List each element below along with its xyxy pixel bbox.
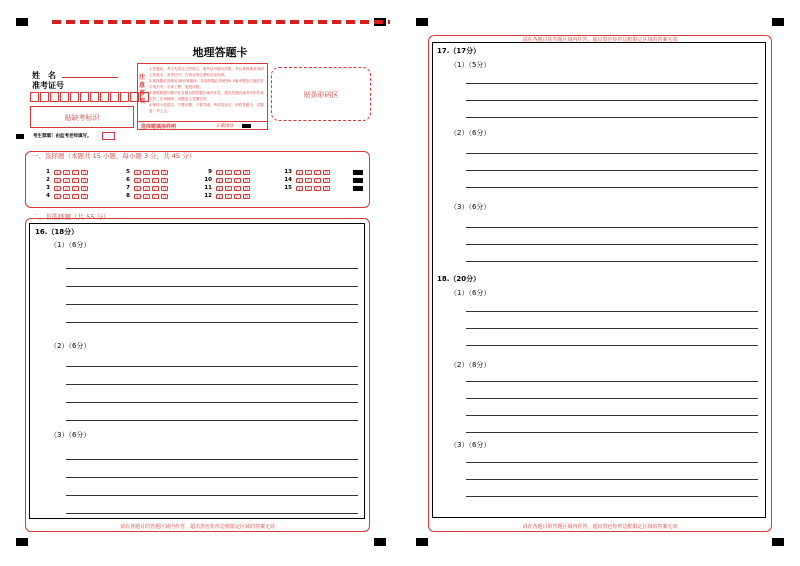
question-number: 11 [204,185,212,191]
q18-part2: （2）（8分） [450,361,491,369]
notice-heading: 注意事项 [139,74,146,105]
section1-title: 一、选择题（本题共 15 小题，每小题 3 分，共 45 分） [32,152,196,160]
answer-bubbles[interactable]: A B C D [216,178,250,183]
answer-line[interactable] [66,495,358,496]
answer-line[interactable] [466,328,758,329]
answer-line[interactable] [66,420,358,421]
fill-sample-mark [242,124,251,128]
question-number: 13 [284,169,292,175]
question-number: 3 [46,185,50,191]
question-number: 1 [46,169,50,175]
absent-notice: 考生禁填！由监考老师填写。 [33,134,92,139]
answer-line[interactable] [466,462,758,463]
question-number: 12 [204,193,212,199]
q17-part2: （2）（6分） [450,129,491,137]
answer-bubbles[interactable]: A B C D [216,186,250,191]
section2-title: 二、非选择题（共 55 分） [32,213,110,221]
q17-part3: （3）（6分） [450,203,491,211]
notice-box [137,63,268,130]
question-number: 10 [204,177,212,183]
question-number: 5 [126,169,130,175]
q18-part3: （3）（6分） [450,441,491,449]
q17-part1: （1）（5分） [450,61,491,69]
answer-bubbles[interactable]: A B C D [54,178,88,183]
timing-mark [416,18,428,26]
answer-line[interactable] [66,513,358,514]
exam-label-text: 贴缺考标识 [64,114,100,122]
answer-bubbles[interactable]: A B C D [54,170,88,175]
timing-mark [16,18,28,26]
q16-part3: （3）（6分） [50,431,91,439]
answer-bubbles[interactable]: A B C D [134,194,168,199]
timing-mark [374,538,386,546]
barcode-area [271,67,371,121]
notice-line: 4.保持卡面清洁，不要折叠，不要弄破，考试结束后，请将答题卡、试题卷一并上交。 [149,103,264,113]
page-title: 地理答题卡 [192,46,248,59]
answer-line[interactable] [466,415,758,416]
name-field[interactable] [62,68,118,78]
barcode-area-label: 贴条形码区 [303,91,339,99]
absent-mark [16,134,24,139]
exam-id-boxes[interactable] [30,92,149,102]
exam-label-area [30,106,134,128]
question-number: 2 [46,177,50,183]
q16-part2: （2）（6分） [50,342,91,350]
question-number: 9 [208,169,212,175]
answer-line[interactable] [66,384,358,385]
answer-line[interactable] [466,244,758,245]
answer-line[interactable] [66,459,358,460]
answer-line[interactable] [66,304,358,305]
answer-line[interactable] [466,170,758,171]
notice-line: 3.请按照题号顺序在各题目的答题区域内作答，超出答题区域书写的答案无效；在草稿纸、试题卷上答题无效。 [149,91,264,101]
answer-line[interactable] [466,311,758,312]
question-number: 7 [126,185,130,191]
answer-line[interactable] [466,227,758,228]
exam-id-label: 准考证号 [32,81,64,90]
timing-mark [16,538,28,546]
answer-line[interactable] [466,261,758,262]
timing-mark [353,186,363,191]
absent-fill-box[interactable] [102,132,115,140]
q17-title: 17.（17分） [437,47,481,55]
header-note: 请在各题目的答题区域内作答，超出黑色矩形边框限定区域的答案无效 [522,37,678,43]
answer-bubbles[interactable]: A B C D [134,186,168,191]
fill-correct-label: 正确填涂 [216,124,234,129]
answer-bubbles[interactable]: A B C D [134,170,168,175]
answer-line[interactable] [66,402,358,403]
answer-line[interactable] [466,398,758,399]
answer-bubbles[interactable]: A B C D [296,186,330,191]
answer-line[interactable] [66,268,358,269]
q16-title: 16.（18分） [35,228,79,236]
timing-mark [353,178,363,183]
notice-line: 2.选择题必须使用2B铅笔填涂；非选择题必须使用0.5毫米黑色字迹的签字笔书写，字体工整、笔迹清楚。 [149,79,264,89]
timing-mark [772,18,784,26]
timing-mark [353,170,363,175]
timing-mark [772,538,784,546]
q16-part1: （1）（6分） [50,241,91,249]
answer-bubbles[interactable]: A B C D [54,186,88,191]
name-label: 姓 名 [32,71,56,80]
question-number: 8 [126,193,130,199]
q18-part1: （1）（6分） [450,289,491,297]
fill-sample-label: 选择题填涂样例 [141,124,177,130]
question-number: 6 [126,177,130,183]
answer-line[interactable] [466,117,758,118]
footer-note-right: 请在各题目的答题区域内作答，超出黑色矩形边框限定区域的答案无效 [522,524,678,530]
answer-line[interactable] [466,187,758,188]
answer-bubbles[interactable]: A B C D [216,194,250,199]
answer-bubbles[interactable]: A B C D [216,170,250,175]
answer-line[interactable] [466,479,758,480]
question-number: 15 [284,185,292,191]
question-number: 14 [284,177,292,183]
answer-line[interactable] [66,366,358,367]
timing-mark [416,538,428,546]
answer-bubbles[interactable]: A B C D [296,178,330,183]
footer-note: 请在各题目的答题区域内作答，超出黑色矩形边框限定区域的答案无效 [119,524,275,530]
answer-bubbles[interactable]: A B C D [54,194,88,199]
answer-line[interactable] [466,381,758,382]
question-number: 4 [46,193,50,199]
answer-line[interactable] [466,153,758,154]
q18-title: 18.（20分） [437,275,481,283]
answer-line[interactable] [466,100,758,101]
answer-line[interactable] [66,477,358,478]
notice-line: 1.答题前，考生先将自己的姓名、准考证号填写清楚，并认真核准条形码上的姓名、准考证号，在规定的位置贴好条形码。 [149,67,264,77]
answer-bubbles[interactable]: A B C D [134,178,168,183]
answer-line[interactable] [66,286,358,287]
answer-bubbles[interactable]: A B C D [296,170,330,175]
answer-line[interactable] [466,345,758,346]
answer-line[interactable] [66,322,358,323]
top-dashed-bar [52,20,390,24]
answer-line[interactable] [466,432,758,433]
answer-line[interactable] [466,83,758,84]
answer-line[interactable] [466,496,758,497]
